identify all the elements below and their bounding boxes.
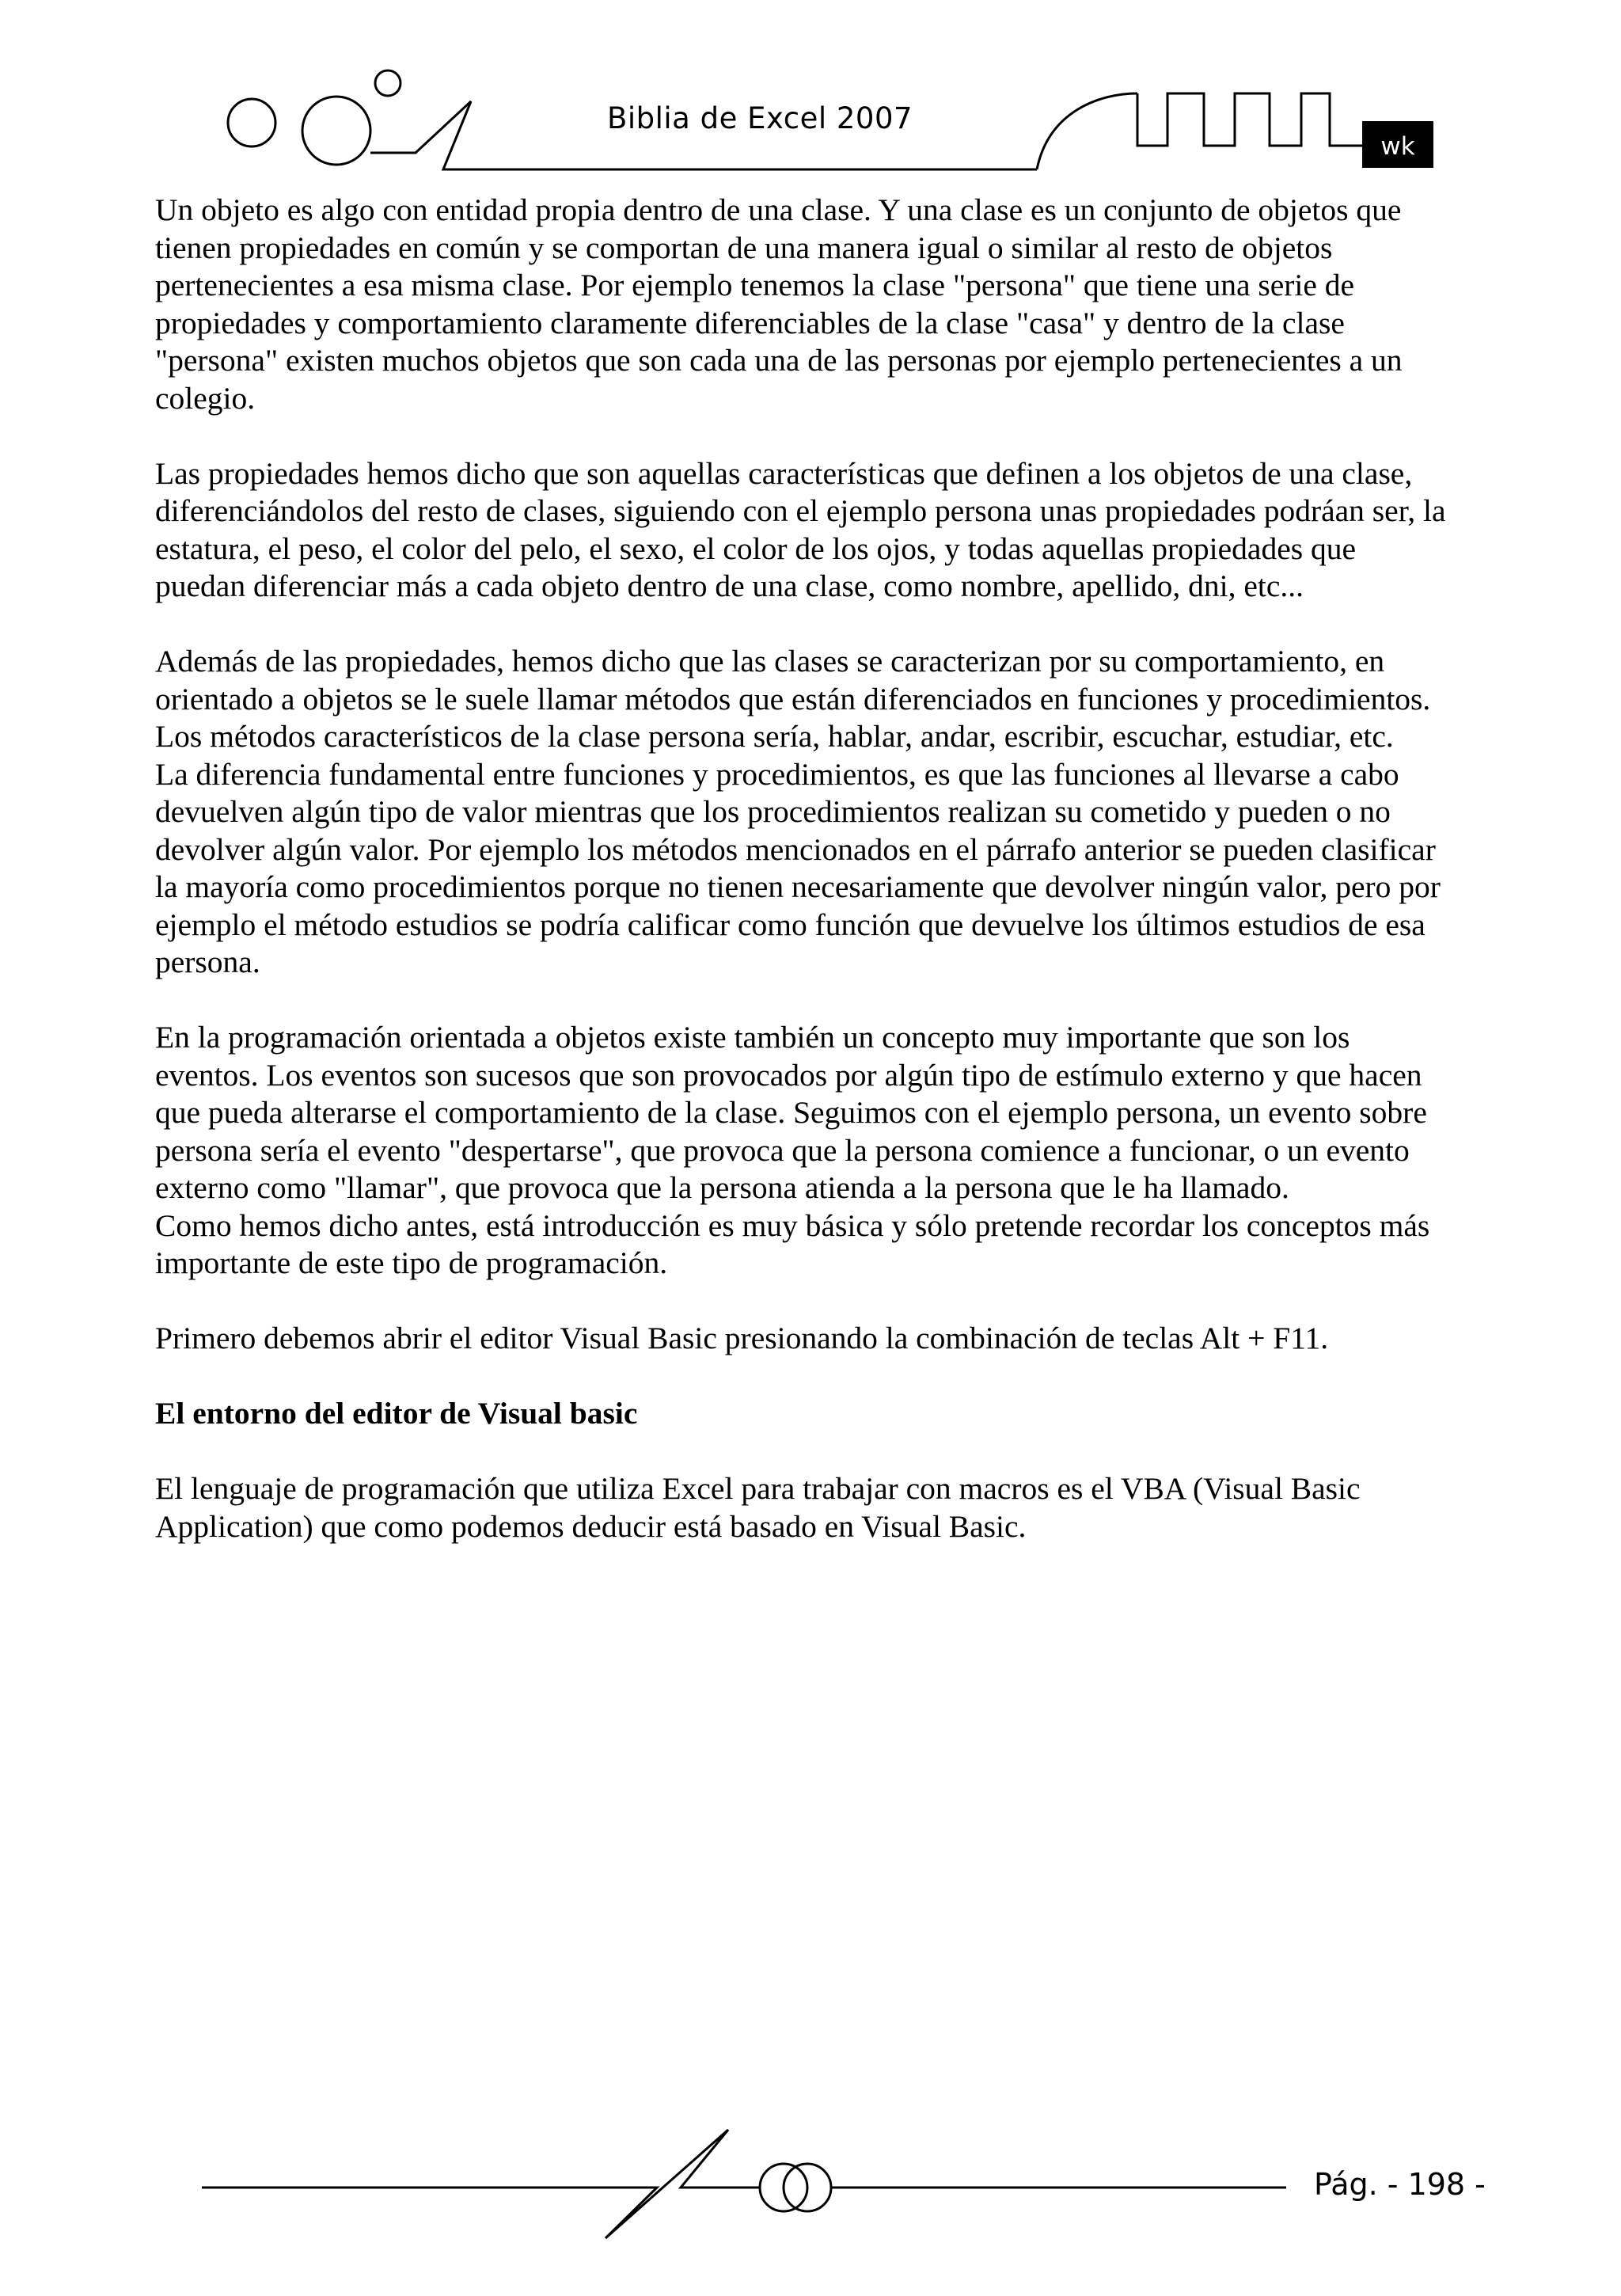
text-line: El lenguaje de programación que utiliza Excel para trabajar con macros es el VBA (Visual Basic [155, 1471, 1361, 1506]
text-line: devuelven algún tipo de valor mientras que los procedimientos realizan su cometido y pueden o no [155, 794, 1391, 829]
header-arc-line [1037, 93, 1137, 169]
text-line: persona. [155, 945, 260, 979]
text-line: diferenciándolos del resto de clases, siguiendo con el ejemplo persona unas propiedades podráan ser, la [155, 493, 1446, 528]
text-line: pertenecientes a esa misma clase. Por ejemplo tenemos la clase "persona" que tiene una serie de [155, 268, 1355, 302]
footer-zigzag-line [202, 2130, 760, 2238]
text-line: eventos. Los eventos son sucesos que son provocados por algún tipo de estímulo externo y que hacen [155, 1057, 1422, 1093]
text-line: Application) que como podemos deducir está basado en Visual Basic. [155, 1508, 1027, 1544]
text-line: que pueda alterarse el comportamiento de la clase. Seguimos con el ejemplo persona, un evento sobre [155, 1095, 1427, 1130]
paragraph-events [155, 1019, 1517, 1283]
paragraph-objects [155, 192, 1517, 417]
text-line: puedan diferenciar más a cada objeto dentro de una clase, como nombre, apellido, dni, etc... [155, 568, 1304, 603]
paragraph-methods [155, 643, 1517, 982]
text-line: "persona" existen muchos objetos que son cada una de las personas por ejemplo pertenecientes a un [155, 343, 1403, 378]
text-line: persona sería el evento "despertarse", que provoca que la persona comience a funcionar, o un evento [155, 1132, 1410, 1168]
header-badge: wk [1362, 121, 1433, 168]
text-line: La diferencia fundamental entre funciones y procedimientos, es que las funciones al llevarse a cabo [155, 756, 1399, 792]
text-line: la mayoría como procedimientos porque no tienen necesariamente que devolver ningún valor, pero por [155, 869, 1441, 904]
header-title: Biblia de Excel 2007 [606, 101, 913, 135]
header-circle-small [228, 99, 275, 146]
page-body [155, 192, 1517, 1583]
text-line: Primero debemos abrir el editor Visual Basic presionando la combinación de teclas Alt + F11. [155, 1321, 1329, 1355]
text-line: Como hemos dicho antes, está introducción es muy básica y sólo pretende recordar los conceptos más [155, 1207, 1430, 1243]
text-line: Un objeto es algo con entidad propia dentro de una clase. Y una clase es un conjunto de objetos que [155, 192, 1402, 227]
text-line: estatura, el peso, el color del pelo, el sexo, el color de los ojos, y todas aquellas propiedades que [155, 530, 1357, 566]
header-square-wave [1137, 93, 1362, 146]
text-line: En la programación orientada a objetos existe también un concepto muy importante que son los [155, 1020, 1350, 1055]
header-circle-tiny [375, 70, 401, 96]
text-line: tienen propiedades en común y se comportan de una manera igual o similar al resto de objetos [155, 230, 1333, 265]
text-line: Los métodos característicos de la clase persona sería, hablar, andar, escribir, escuchar, estudiar, etc. [155, 719, 1394, 754]
header-circle-medium [302, 97, 370, 165]
section-heading: El entorno del editor de Visual basic [155, 1396, 638, 1431]
text-line: propiedades y comportamiento claramente diferenciables de la clase "casa" y dentro de la clase [155, 305, 1345, 340]
text-line: colegio. [155, 380, 256, 416]
page-number: Pág. - 198 - [1314, 2167, 1486, 2202]
text-line: Las propiedades hemos dicho que son aquellas características que definen a los objetos de una clase, [155, 455, 1413, 491]
text-line: devolver algún valor. Por ejemplo los métodos mencionados en el párrafo anterior se pueden clasificar [155, 831, 1436, 867]
text-line: ejemplo el método estudios se podría calificar como función que devuelve los últimos estudios de esa [155, 907, 1425, 942]
text-line: externo como "llamar", que provoca que la persona atienda a la persona que le ha llamado. [155, 1170, 1289, 1205]
paragraph-properties [155, 455, 1517, 606]
text-line: Además de las propiedades, hemos dicho que las clases se caracterizan por su comportamiento, en [155, 644, 1385, 679]
paragraph-vba [155, 1470, 1517, 1545]
text-line: orientado a objetos se le suele llamar métodos que están diferenciados en funciones y procedimientos. [155, 681, 1431, 717]
text-line: importante de este tipo de programación. [155, 1245, 668, 1280]
paragraph-open-editor [155, 1320, 1517, 1358]
